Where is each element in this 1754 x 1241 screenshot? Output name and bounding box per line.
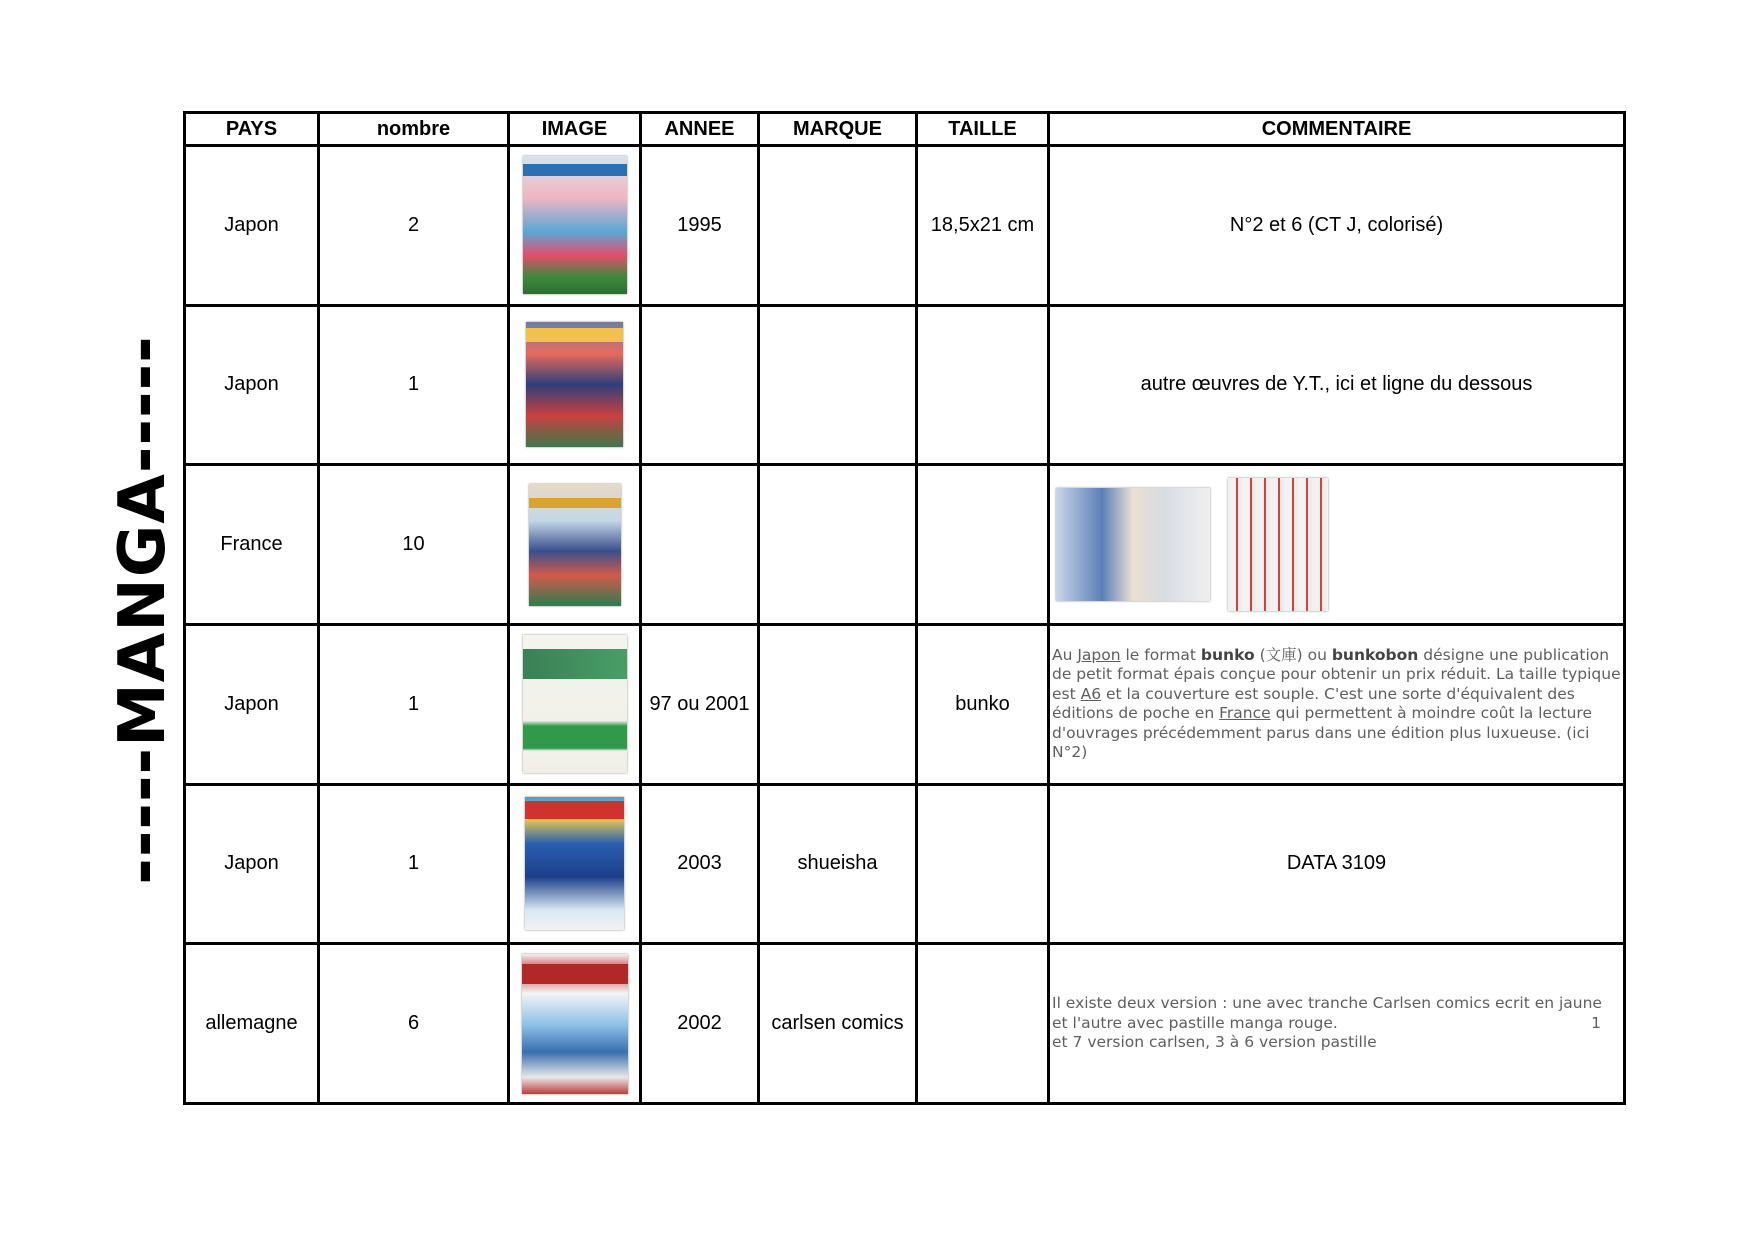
- header-taille: TAILLE: [917, 113, 1049, 146]
- cell-marque: [759, 624, 917, 784]
- manga-cover-image: [523, 156, 627, 294]
- cell-annee: 2003: [641, 784, 759, 944]
- cell-annee: 2002: [641, 944, 759, 1104]
- cell-nombre: 1: [319, 784, 509, 944]
- cell-taille: [917, 465, 1049, 625]
- manga-cover-image: [523, 635, 627, 773]
- cell-nombre: 2: [319, 146, 509, 306]
- link-france[interactable]: France: [1219, 704, 1271, 723]
- manga-volumes-photo: [1056, 488, 1210, 601]
- header-nombre: nombre: [319, 113, 509, 146]
- cell-image: [509, 944, 641, 1104]
- side-title: [88, 315, 198, 905]
- cell-marque: [759, 146, 917, 306]
- manga-cover-image: [526, 322, 623, 447]
- header-image: IMAGE: [509, 113, 641, 146]
- note-number: 1: [1591, 1013, 1601, 1032]
- cell-commentaire: autre œuvres de Y.T., ici et ligne du dessous: [1049, 305, 1625, 465]
- cell-nombre: 10: [319, 465, 509, 625]
- cell-pays: France: [185, 465, 319, 625]
- cell-nombre: 6: [319, 944, 509, 1104]
- table-row: [185, 465, 1625, 625]
- cell-pays: Japon: [185, 146, 319, 306]
- cell-annee: [641, 465, 759, 625]
- cell-image: [509, 465, 641, 625]
- manga-cover-image: [529, 484, 621, 606]
- cell-pays: allemagne: [185, 944, 319, 1104]
- cell-image: [509, 305, 641, 465]
- header-commentaire: COMMENTAIRE: [1049, 113, 1625, 146]
- bunko-note: Au Japon le format bunko (文庫) ou bunkobon désigne une publication de petit format épais conçue pour obtenir un prix réduit. La taille typique est A6 et la couverture est souple. C'est une sorte d'équivalent des éditions de poche en France qui permettent à moindre coût la lecture d'ouvrages précédemment parus dans une édition plus luxueuse. (ici N°2): [1052, 645, 1621, 762]
- header-pays: PAYS: [185, 113, 319, 146]
- cell-commentaire: N°2 et 6 (CT J, colorisé): [1049, 146, 1625, 306]
- table-row: [185, 305, 1625, 465]
- cell-commentaire: [1049, 944, 1625, 1104]
- cell-commentaire: DATA 3109: [1049, 784, 1625, 944]
- cell-nombre: 1: [319, 624, 509, 784]
- cell-taille: 18,5x21 cm: [917, 146, 1049, 306]
- table-row: [185, 944, 1625, 1104]
- cell-marque: carlsen comics: [759, 944, 917, 1104]
- manga-cover-image: [522, 954, 628, 1094]
- header-marque: MARQUE: [759, 113, 917, 146]
- header-annee: ANNEE: [641, 113, 759, 146]
- table-row: [185, 146, 1625, 306]
- cell-pays: Japon: [185, 305, 319, 465]
- carlsen-note: Il existe deux version : une avec tranche Carlsen comics ecrit en jaune et l'autre avec pastille manga rouge. 1 et 7 version carlsen, 3 à 6 version pastille: [1050, 994, 1623, 1053]
- cell-annee: 1995: [641, 146, 759, 306]
- cell-image: [509, 624, 641, 784]
- cell-commentaire: [1049, 465, 1625, 625]
- header-row: [185, 113, 1625, 146]
- cell-marque: [759, 305, 917, 465]
- manga-table: [183, 111, 1626, 1105]
- cell-pays: Japon: [185, 784, 319, 944]
- table-row: [185, 624, 1625, 784]
- side-title-text: -----MANGA-----: [106, 335, 180, 885]
- cell-marque: shueisha: [759, 784, 917, 944]
- link-japon[interactable]: Japon: [1077, 645, 1121, 664]
- cell-taille: bunko: [917, 624, 1049, 784]
- cell-image: [509, 784, 641, 944]
- cell-marque: [759, 465, 917, 625]
- comment-gallery: [1050, 478, 1623, 611]
- manga-cover-image: [525, 797, 624, 930]
- cell-commentaire: [1049, 624, 1625, 784]
- cell-annee: 97 ou 2001: [641, 624, 759, 784]
- cell-taille: [917, 784, 1049, 944]
- cell-pays: Japon: [185, 624, 319, 784]
- cell-taille: [917, 944, 1049, 1104]
- cell-annee: [641, 305, 759, 465]
- cell-image: [509, 146, 641, 306]
- link-a6[interactable]: A6: [1080, 684, 1102, 703]
- cell-nombre: 1: [319, 305, 509, 465]
- table-row: [185, 784, 1625, 944]
- manga-spines-photo: [1228, 478, 1328, 611]
- cell-taille: [917, 305, 1049, 465]
